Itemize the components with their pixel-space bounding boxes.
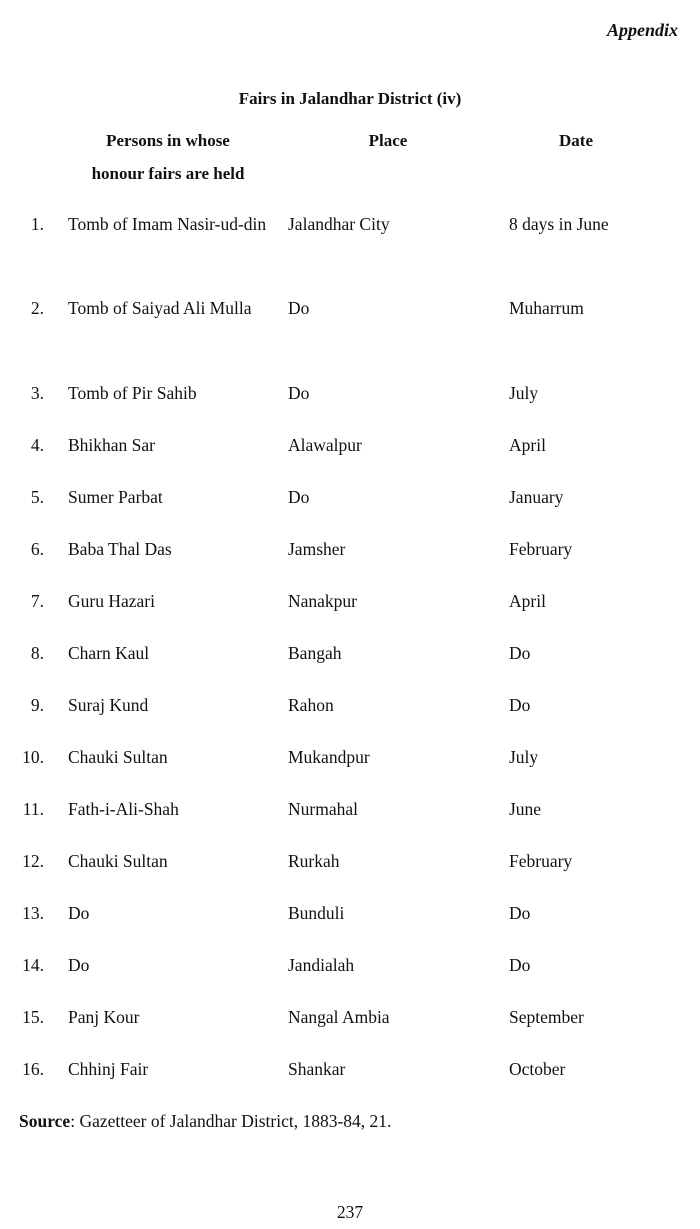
row-place: Do [288,487,310,507]
row-number: 12. [22,851,44,871]
row-date: July [509,383,539,403]
row-number: 2. [30,298,44,318]
row-place: Jandialah [288,955,355,975]
row-person: Baba Thal Das [68,539,172,559]
row-place: Do [288,383,310,403]
row-person: Tomb of Imam Nasir-ud-din [68,214,267,234]
row-number: 5. [30,487,44,507]
row-place: Jamsher [288,539,346,559]
row-place: Shankar [288,1059,346,1079]
row-place: Do [288,298,310,318]
row-person: Do [68,955,90,975]
page-number: 237 [336,1202,364,1222]
source-text: Gazetteer of Jalandhar District, 1883-84, 21. [79,1111,392,1131]
row-person: Chauki Sultan [68,747,168,767]
row-date: January [509,487,564,507]
row-number: 7. [30,591,44,611]
column-header-persons [68,124,268,190]
row-date: February [509,851,573,871]
section-header: Appendix [606,20,678,40]
row-date: Do [509,955,531,975]
row-number: 15. [22,1007,44,1027]
row-number: 6. [30,539,44,559]
row-date: October [509,1059,566,1079]
row-person: Tomb of Pir Sahib [68,383,197,403]
row-number: 10. [22,747,44,767]
row-person: Panj Kour [68,1007,140,1027]
row-number: 4. [30,435,44,455]
row-place: Bangah [288,643,342,663]
row-person: Suraj Kund [68,695,149,715]
row-person: Tomb of Saiyad Ali Mulla [68,298,252,318]
row-date: February [509,539,573,559]
row-person: Fath-i-Ali-Shah [68,799,179,819]
row-person: Chauki Sultan [68,851,168,871]
row-number: 9. [30,695,44,715]
row-number: 13. [22,903,44,923]
row-date: Do [509,903,531,923]
row-date: April [509,591,546,611]
row-number: 11. [22,799,44,819]
row-place: Mukandpur [288,747,370,767]
row-date: April [509,435,546,455]
row-date: July [509,747,539,767]
source-label: Source [19,1111,71,1131]
row-date: September [509,1007,584,1027]
column-header-persons-line1: Persons in whose [106,131,230,150]
row-place: Rahon [288,695,334,715]
column-header-persons-line2: honour fairs are held [91,164,245,183]
row-person: Chhinj Fair [68,1059,149,1079]
row-person: Charn Kaul [68,643,150,663]
row-date: June [509,799,542,819]
row-date: Muharrum [509,298,584,318]
row-person: Sumer Parbat [68,487,163,507]
row-place: Nanakpur [288,591,358,611]
source-note: Source: Gazetteer of Jalandhar District, 1883-84, 21. [19,1111,392,1131]
row-person: Guru Hazari [68,591,155,611]
row-person: Do [68,903,90,923]
row-number: 14. [22,955,44,975]
row-place: Nangal Ambia [288,1007,390,1027]
row-date: Do [509,695,531,715]
column-header-date: Date [559,131,593,150]
row-date: 8 days in June [509,214,609,234]
row-place: Bunduli [288,903,345,923]
column-header-place: Place [368,131,408,150]
row-place: Alawalpur [288,435,362,455]
row-place: Jalandhar City [288,214,390,234]
row-number: 16. [22,1059,44,1079]
row-number: 8. [30,643,44,663]
row-date: Do [509,643,531,663]
row-place: Rurkah [288,851,340,871]
row-place: Nurmahal [288,799,358,819]
row-number: 1. [30,214,44,234]
row-number: 3. [30,383,44,403]
table-title: Fairs in Jalandhar District (iv) [238,89,462,108]
row-person: Bhikhan Sar [68,435,156,455]
